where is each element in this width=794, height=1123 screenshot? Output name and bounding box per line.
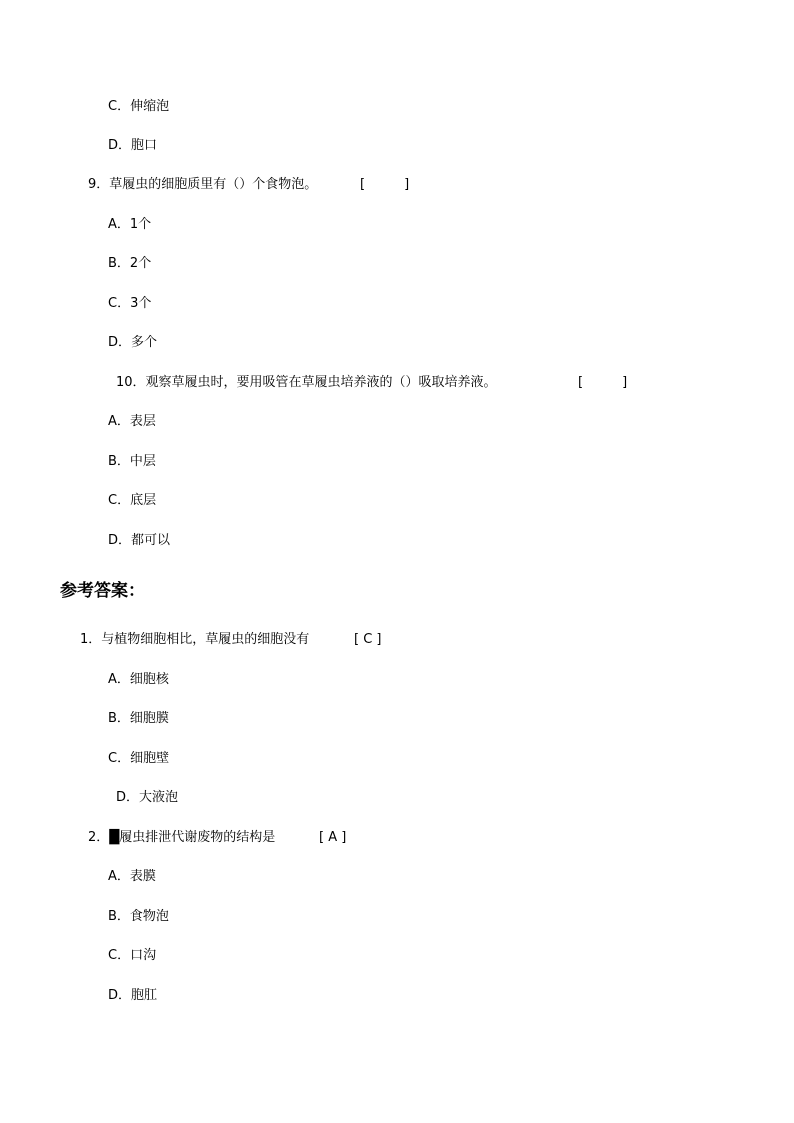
q9-stem: 9．草履虫的细胞质里有（）个食物泡。	[88, 177, 318, 192]
answers-heading: 参考答案：	[60, 581, 145, 601]
a1-option-d: D．大液泡	[116, 790, 179, 805]
q10-answer-bracket: [ ]	[578, 375, 628, 390]
q9-option-a: A．1个	[108, 217, 152, 232]
q9-option-d: D．多个	[108, 335, 158, 350]
q9-option-b: B．2个	[108, 256, 152, 271]
q8-option-d: D．胞口	[108, 138, 158, 153]
a2-option-d: D．胞肛	[108, 988, 158, 1003]
q10-stem: 10．观察草履虫时，要用吸管在草履虫培养液的（）吸取培养液。	[116, 375, 497, 390]
q10-option-d: D．都可以	[108, 533, 171, 548]
q9-answer-bracket: [ ]	[360, 177, 410, 192]
a2-stem: 2．█履虫排泄代谢废物的结构是	[88, 830, 276, 845]
a1-answer-bracket: [ C ]	[354, 632, 382, 647]
a1-option-c: C．细胞壁	[108, 751, 170, 766]
q9-option-c: C．3个	[108, 296, 152, 311]
q10-option-b: B．中层	[108, 454, 156, 469]
q10-option-c: C．底层	[108, 493, 157, 508]
a2-answer-bracket: [ A ]	[319, 830, 347, 845]
a1-stem: 1．与植物细胞相比，草履虫的细胞没有	[80, 632, 310, 647]
a2-option-c: C．口沟	[108, 948, 157, 963]
q8-option-c: C．伸缩泡	[108, 99, 170, 114]
a1-option-a: A．细胞核	[108, 672, 169, 687]
a1-option-b: B．细胞膜	[108, 711, 169, 726]
q10-option-a: A．表层	[108, 414, 156, 429]
a2-option-a: A．表膜	[108, 869, 156, 884]
a2-option-b: B．食物泡	[108, 909, 169, 924]
